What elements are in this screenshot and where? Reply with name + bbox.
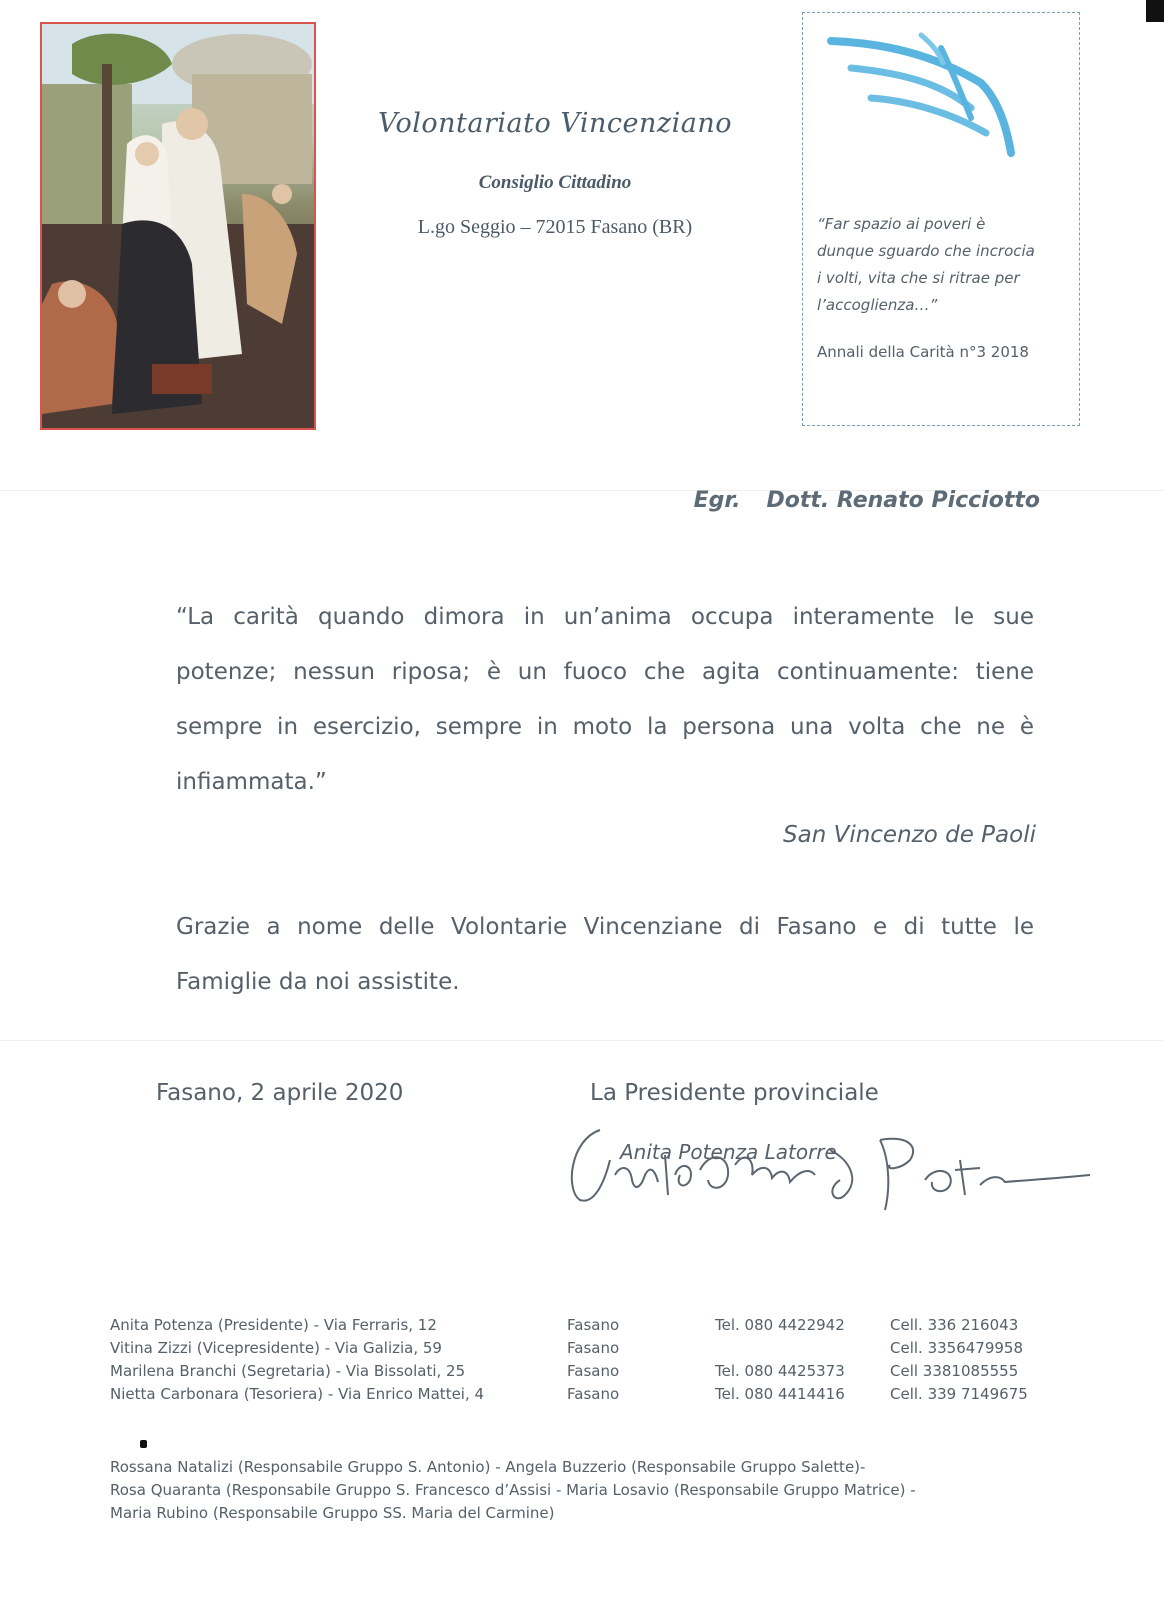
quote-line: dunque sguardo che incrocia [817,242,1035,260]
group-leaders [110,1456,990,1525]
contact-cell: Cell. 3356479958 [890,1339,1024,1357]
contact-person: Marilena Branchi (Segretaria) - Via Bissolati, 25 [110,1362,466,1380]
addressee-salutation: Egr. [693,488,741,513]
thanks-paragraph: Grazie a nome delle Volontarie Vincenziane di Fasano e di tutte le Famiglie da noi assistite. [176,914,1034,995]
main-quote-author: San Vincenzo de Paoli [783,822,1036,848]
quote-line: i volti, vita che si ritrae per [817,269,1020,287]
date-place: Fasano, 2 aprile 2020 [156,1080,404,1106]
contact-city: Fasano [567,1385,620,1403]
president-title: La Presidente provinciale [590,1080,879,1106]
sidebar-quote-text [817,211,1067,319]
ink-mark [140,1440,147,1448]
organization-address: L.go Seggio – 72015 Fasano (BR) [417,216,693,238]
contact-city: Fasano [567,1316,620,1334]
group-line: Maria Rubino (Responsabile Gruppo SS. Maria del Carmine) [110,1504,555,1522]
contacts-table [110,1316,1070,1408]
addressee [640,488,1040,513]
contact-tel: Tel. 080 4422942 [715,1316,845,1334]
quote-box [802,12,1080,426]
contact-cell: Cell. 339 7149675 [890,1385,1028,1403]
group-line: Rosa Quaranta (Responsabile Gruppo S. Francesco d’Assisi - Maria Losavio (Responsabile Gruppo Matrice) - [110,1481,916,1499]
contact-tel [715,1339,890,1362]
contact-person: Anita Potenza (Presidente) - Via Ferraris, 12 [110,1316,437,1334]
fold-line [0,1040,1164,1041]
handwritten-signature [560,1120,1110,1220]
contact-person: Vitina Zizzi (Vicepresidente) - Via Galizia, 59 [110,1339,442,1357]
saint-painting [40,22,316,430]
contact-tel: Tel. 080 4414416 [715,1385,845,1403]
contact-person: Nietta Carbonara (Tesoriera) - Via Enrico Mattei, 4 [110,1385,485,1403]
contact-city: Fasano [567,1339,620,1357]
group-line: Rossana Natalizi (Responsabile Gruppo S. Antonio) - Angela Buzzerio (Responsabile Gruppo Salette)- [110,1458,866,1476]
scan-edge [1146,0,1164,22]
organization-name: Volontariato Vincenziano [378,108,732,139]
president-name: Anita Potenza Latorre [620,1140,837,1164]
sidebar-quote-source: Annali della Carità n°3 2018 [817,343,1029,361]
council-name: Consiglio Cittadino [478,172,632,193]
addressee-name: Dott. Renato Picciotto [766,488,1040,513]
quote-line: “Far spazio ai poveri è [817,215,986,233]
quote-line: l’accoglienza…” [817,296,938,314]
table-row [110,1316,1070,1339]
brush-stroke-icon [821,23,1021,163]
table-row [110,1362,1070,1385]
main-quote: “La carità quando dimora in un’anima occupa interamente le sue potenze; nessun riposa; è un fuoco che agita continuamente: tiene sempre in esercizio, sempre in moto la persona una volta che ne è infiammata.” [176,604,1034,795]
contact-city: Fasano [567,1362,620,1380]
table-row [110,1339,1070,1362]
contact-tel: Tel. 080 4425373 [715,1362,845,1380]
contact-cell: Cell 3381085555 [890,1362,1019,1380]
table-row [110,1385,1070,1408]
contact-cell: Cell. 336 216043 [890,1316,1019,1334]
